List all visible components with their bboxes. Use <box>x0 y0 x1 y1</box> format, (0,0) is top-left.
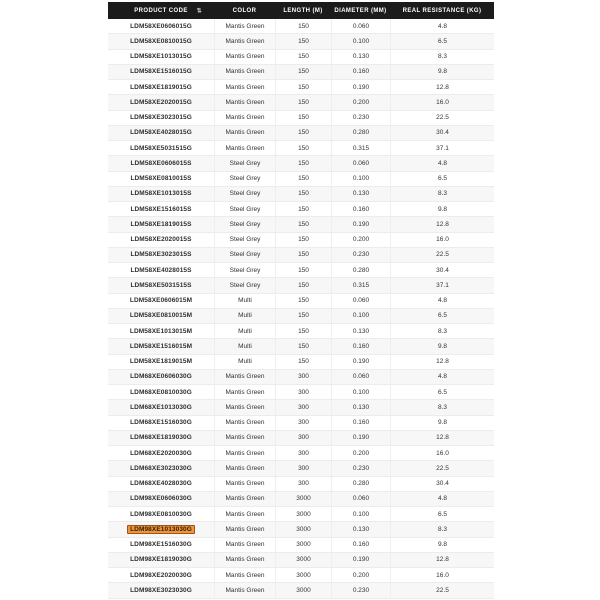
cell-product-code <box>108 50 214 64</box>
cell-product-code <box>108 172 214 186</box>
cell-product-code <box>108 507 214 521</box>
cell-product-code <box>108 111 214 125</box>
table-row <box>108 461 494 476</box>
cell-length: 3000 <box>275 492 331 506</box>
product-code-text: LDM68XE1819030G <box>130 434 192 442</box>
cell-color: Mantis Green <box>214 126 275 140</box>
product-code-text: LDM58XE4028015S <box>130 266 192 274</box>
cell-product-code <box>108 19 214 33</box>
cell-color: Steel Grey <box>214 263 275 277</box>
cell-diameter: 0.130 <box>331 400 390 414</box>
cell-color: Mantis Green <box>214 431 275 445</box>
cell-real-resistance: 30.4 <box>390 477 494 491</box>
column-header-diameter <box>331 2 390 19</box>
cell-diameter: 0.060 <box>331 492 390 506</box>
table-row <box>108 309 494 324</box>
cell-product-code <box>108 309 214 323</box>
cell-length: 150 <box>275 80 331 94</box>
product-code-text: LDM68XE2020030G <box>130 449 192 457</box>
product-code-text: LDM58XE4028015G <box>130 129 192 137</box>
cell-real-resistance: 8.3 <box>390 187 494 201</box>
product-code-text: LDM68XE4028030G <box>130 480 192 488</box>
product-spec-table <box>108 2 494 599</box>
cell-length: 150 <box>275 95 331 109</box>
product-code-text: LDM58XE5031515S <box>130 281 192 289</box>
cell-product-code <box>108 80 214 94</box>
cell-diameter: 0.190 <box>331 217 390 231</box>
cell-length: 150 <box>275 248 331 262</box>
cell-diameter: 0.200 <box>331 446 390 460</box>
cell-length: 300 <box>275 477 331 491</box>
table-row <box>108 278 494 293</box>
cell-real-resistance: 6.5 <box>390 309 494 323</box>
product-code-text: LDM58XE0810015M <box>129 312 193 320</box>
cell-diameter: 0.160 <box>331 416 390 430</box>
table-row <box>108 187 494 202</box>
cell-diameter: 0.230 <box>331 111 390 125</box>
cell-real-resistance: 9.8 <box>390 65 494 79</box>
cell-real-resistance: 4.8 <box>390 370 494 384</box>
table-row <box>108 80 494 95</box>
cell-product-code <box>108 278 214 292</box>
cell-length: 150 <box>275 324 331 338</box>
cell-diameter: 0.130 <box>331 522 390 536</box>
cell-real-resistance: 22.5 <box>390 248 494 262</box>
cell-color: Mantis Green <box>214 583 275 597</box>
table-row <box>108 248 494 263</box>
product-code-text: LDM58XE3023015G <box>130 114 192 122</box>
cell-color: Steel Grey <box>214 233 275 247</box>
product-code-text: LDM68XE1013030G <box>130 403 192 411</box>
product-code-text: LDM68XE1516030G <box>130 419 192 427</box>
cell-product-code <box>108 217 214 231</box>
cell-product-code <box>108 339 214 353</box>
cell-diameter: 0.190 <box>331 553 390 567</box>
cell-color: Mantis Green <box>214 492 275 506</box>
cell-length: 150 <box>275 339 331 353</box>
product-code-text: LDM58XE1819015S <box>130 220 192 228</box>
product-code-text: LDM98XE0810030G <box>130 510 192 518</box>
cell-diameter: 0.160 <box>331 65 390 79</box>
cell-length: 150 <box>275 172 331 186</box>
cell-length: 300 <box>275 400 331 414</box>
cell-product-code <box>108 324 214 338</box>
product-code-text: LDM58XE3023015S <box>130 251 192 259</box>
cell-real-resistance: 8.3 <box>390 522 494 536</box>
cell-diameter: 0.160 <box>331 339 390 353</box>
product-code-text: LDM58XE0810015G <box>130 37 192 45</box>
table-row <box>108 141 494 156</box>
cell-real-resistance: 6.5 <box>390 34 494 48</box>
product-code-text: LDM58XE1516015M <box>129 342 193 350</box>
table-row <box>108 126 494 141</box>
cell-real-resistance: 4.8 <box>390 492 494 506</box>
table-row <box>108 431 494 446</box>
cell-color: Steel Grey <box>214 278 275 292</box>
cell-real-resistance: 6.5 <box>390 507 494 521</box>
cell-color: Mantis Green <box>214 477 275 491</box>
product-code-text: LDM58XE1516015S <box>130 205 192 213</box>
cell-length: 150 <box>275 355 331 369</box>
table-row <box>108 324 494 339</box>
cell-length: 150 <box>275 263 331 277</box>
table-row <box>108 355 494 370</box>
cell-length: 150 <box>275 141 331 155</box>
cell-length: 150 <box>275 65 331 79</box>
column-header-real-resistance-label: REAL RESISTANCE (KG) <box>402 7 482 14</box>
table-row <box>108 19 494 34</box>
cell-length: 150 <box>275 202 331 216</box>
product-code-text: LDM58XE0606015M <box>129 297 193 305</box>
column-header-product-code-label: PRODUCT CODE <box>134 7 188 14</box>
table-row <box>108 385 494 400</box>
cell-diameter: 0.130 <box>331 324 390 338</box>
product-code-text: LDM98XE1819030G <box>130 556 192 564</box>
cell-length: 150 <box>275 19 331 33</box>
table-row <box>108 111 494 126</box>
cell-length: 150 <box>275 309 331 323</box>
cell-diameter: 0.190 <box>331 355 390 369</box>
table-row <box>108 50 494 65</box>
product-code-text: LDM58XE0606015G <box>130 22 192 30</box>
cell-diameter: 0.280 <box>331 263 390 277</box>
cell-diameter: 0.230 <box>331 248 390 262</box>
table-row <box>108 538 494 553</box>
product-code-text: LDM58XE1819015M <box>129 358 193 366</box>
cell-color: Mantis Green <box>214 19 275 33</box>
cell-color: Mantis Green <box>214 80 275 94</box>
table-row <box>108 34 494 49</box>
cell-real-resistance: 8.3 <box>390 324 494 338</box>
cell-product-code <box>108 568 214 582</box>
cell-real-resistance: 12.8 <box>390 80 494 94</box>
product-code-text: LDM58XE1013015G <box>130 53 192 61</box>
table-row <box>108 217 494 232</box>
cell-length: 3000 <box>275 583 331 597</box>
cell-real-resistance: 9.8 <box>390 339 494 353</box>
cell-length: 300 <box>275 446 331 460</box>
cell-real-resistance: 30.4 <box>390 263 494 277</box>
cell-diameter: 0.315 <box>331 278 390 292</box>
table-row <box>108 263 494 278</box>
cell-product-code <box>108 202 214 216</box>
column-header-diameter-label: DIAMETER (MM) <box>334 7 387 14</box>
cell-product-code <box>108 461 214 475</box>
table-row <box>108 339 494 354</box>
cell-product-code <box>108 492 214 506</box>
cell-diameter: 0.190 <box>331 80 390 94</box>
column-header-length-label: LENGTH (M) <box>283 7 323 14</box>
cell-color: Mantis Green <box>214 111 275 125</box>
cell-real-resistance: 16.0 <box>390 568 494 582</box>
cell-diameter: 0.200 <box>331 233 390 247</box>
cell-real-resistance: 37.1 <box>390 278 494 292</box>
cell-color: Steel Grey <box>214 172 275 186</box>
product-code-text: LDM58XE0606015S <box>130 159 192 167</box>
cell-product-code <box>108 385 214 399</box>
cell-product-code <box>108 34 214 48</box>
cell-length: 300 <box>275 385 331 399</box>
cell-diameter: 0.230 <box>331 461 390 475</box>
cell-real-resistance: 9.8 <box>390 416 494 430</box>
cell-color: Mantis Green <box>214 553 275 567</box>
table-row <box>108 477 494 492</box>
cell-diameter: 0.190 <box>331 431 390 445</box>
cell-diameter: 0.160 <box>331 538 390 552</box>
cell-real-resistance: 9.8 <box>390 538 494 552</box>
cell-length: 150 <box>275 50 331 64</box>
cell-length: 3000 <box>275 568 331 582</box>
cell-color: Mantis Green <box>214 34 275 48</box>
cell-color: Multi <box>214 309 275 323</box>
cell-color: Steel Grey <box>214 156 275 170</box>
cell-product-code <box>108 446 214 460</box>
cell-color: Mantis Green <box>214 95 275 109</box>
cell-real-resistance: 16.0 <box>390 233 494 247</box>
table-row <box>108 568 494 583</box>
product-code-text: LDM58XE0810015S <box>130 175 192 183</box>
cell-color: Steel Grey <box>214 187 275 201</box>
cell-color: Mantis Green <box>214 416 275 430</box>
cell-real-resistance: 6.5 <box>390 172 494 186</box>
cell-product-code <box>108 141 214 155</box>
table-row <box>108 492 494 507</box>
cell-color: Mantis Green <box>214 568 275 582</box>
cell-diameter: 0.100 <box>331 309 390 323</box>
cell-length: 300 <box>275 416 331 430</box>
cell-length: 300 <box>275 431 331 445</box>
cell-color: Steel Grey <box>214 202 275 216</box>
cell-color: Mantis Green <box>214 385 275 399</box>
cell-color: Steel Grey <box>214 217 275 231</box>
cell-product-code <box>108 263 214 277</box>
cell-real-resistance: 22.5 <box>390 461 494 475</box>
cell-color: Multi <box>214 324 275 338</box>
table-row <box>108 294 494 309</box>
cell-diameter: 0.200 <box>331 95 390 109</box>
cell-diameter: 0.100 <box>331 172 390 186</box>
table-row <box>108 172 494 187</box>
cell-real-resistance: 12.8 <box>390 553 494 567</box>
cell-diameter: 0.130 <box>331 187 390 201</box>
product-code-text: LDM98XE1516030G <box>130 541 192 549</box>
cell-diameter: 0.060 <box>331 294 390 308</box>
table-body <box>108 19 494 599</box>
cell-length: 150 <box>275 294 331 308</box>
cell-real-resistance: 8.3 <box>390 400 494 414</box>
cell-diameter: 0.060 <box>331 370 390 384</box>
cell-color: Mantis Green <box>214 141 275 155</box>
cell-length: 3000 <box>275 553 331 567</box>
product-code-text: LDM58XE1013015S <box>130 190 192 198</box>
table-header-row <box>108 2 494 19</box>
table-row <box>108 65 494 80</box>
cell-real-resistance: 16.0 <box>390 446 494 460</box>
cell-real-resistance: 12.8 <box>390 217 494 231</box>
cell-real-resistance: 4.8 <box>390 156 494 170</box>
table-row <box>108 446 494 461</box>
table-row <box>108 156 494 171</box>
cell-product-code <box>108 95 214 109</box>
cell-color: Mantis Green <box>214 522 275 536</box>
cell-color: Multi <box>214 355 275 369</box>
cell-length: 3000 <box>275 538 331 552</box>
cell-diameter: 0.100 <box>331 34 390 48</box>
cell-real-resistance: 16.0 <box>390 95 494 109</box>
cell-length: 150 <box>275 34 331 48</box>
cell-diameter: 0.100 <box>331 385 390 399</box>
sort-icon[interactable]: ⇅ <box>196 8 202 14</box>
cell-diameter: 0.280 <box>331 126 390 140</box>
product-code-text: LDM98XE0606030G <box>130 495 192 503</box>
table-row <box>108 416 494 431</box>
cell-length: 150 <box>275 156 331 170</box>
product-code-text: LDM58XE5031515G <box>130 144 192 152</box>
cell-real-resistance: 30.4 <box>390 126 494 140</box>
column-header-product-code[interactable] <box>108 2 214 19</box>
cell-length: 300 <box>275 461 331 475</box>
product-code-text: LDM98XE1013030G <box>127 525 195 534</box>
cell-color: Mantis Green <box>214 400 275 414</box>
cell-product-code <box>108 583 214 597</box>
product-code-text: LDM58XE2020015S <box>130 236 192 244</box>
cell-diameter: 0.200 <box>331 568 390 582</box>
cell-product-code <box>108 553 214 567</box>
cell-color: Steel Grey <box>214 248 275 262</box>
product-code-text: LDM68XE0606030G <box>130 373 192 381</box>
cell-diameter: 0.060 <box>331 156 390 170</box>
cell-product-code <box>108 187 214 201</box>
cell-product-code <box>108 355 214 369</box>
cell-color: Mantis Green <box>214 507 275 521</box>
cell-color: Mantis Green <box>214 65 275 79</box>
cell-color: Mantis Green <box>214 461 275 475</box>
cell-real-resistance: 37.1 <box>390 141 494 155</box>
cell-real-resistance: 4.8 <box>390 294 494 308</box>
cell-diameter: 0.060 <box>331 19 390 33</box>
cell-product-code <box>108 156 214 170</box>
product-code-text: LDM68XE0810030G <box>130 388 192 396</box>
product-code-text: LDM98XE2020030G <box>130 571 192 579</box>
cell-color: Multi <box>214 339 275 353</box>
cell-diameter: 0.130 <box>331 50 390 64</box>
column-header-real-resistance <box>390 2 494 19</box>
cell-product-code <box>108 400 214 414</box>
table-row <box>108 583 494 598</box>
cell-length: 150 <box>275 217 331 231</box>
table-row <box>108 400 494 415</box>
cell-real-resistance: 12.8 <box>390 355 494 369</box>
cell-product-code <box>108 126 214 140</box>
cell-diameter: 0.230 <box>331 583 390 597</box>
cell-product-code <box>108 233 214 247</box>
cell-color: Mantis Green <box>214 446 275 460</box>
cell-color: Mantis Green <box>214 538 275 552</box>
cell-real-resistance: 6.5 <box>390 385 494 399</box>
table-row <box>108 370 494 385</box>
table-row <box>108 553 494 568</box>
product-code-text: LDM98XE3023030G <box>130 586 192 594</box>
cell-product-code <box>108 477 214 491</box>
cell-color: Mantis Green <box>214 370 275 384</box>
product-code-text: LDM58XE1516015G <box>130 68 192 76</box>
cell-color: Mantis Green <box>214 50 275 64</box>
column-header-length <box>275 2 331 19</box>
cell-real-resistance: 12.8 <box>390 431 494 445</box>
table-row <box>108 507 494 522</box>
cell-length: 300 <box>275 370 331 384</box>
table-row <box>108 202 494 217</box>
cell-real-resistance: 4.8 <box>390 19 494 33</box>
cell-length: 3000 <box>275 522 331 536</box>
cell-real-resistance: 22.5 <box>390 111 494 125</box>
cell-length: 150 <box>275 278 331 292</box>
cell-length: 150 <box>275 233 331 247</box>
cell-real-resistance: 22.5 <box>390 583 494 597</box>
cell-color: Multi <box>214 294 275 308</box>
cell-diameter: 0.100 <box>331 507 390 521</box>
cell-product-code <box>108 370 214 384</box>
table-row <box>108 95 494 110</box>
cell-product-code <box>108 294 214 308</box>
cell-product-code <box>108 538 214 552</box>
cell-length: 150 <box>275 126 331 140</box>
cell-real-resistance: 9.8 <box>390 202 494 216</box>
cell-real-resistance: 8.3 <box>390 50 494 64</box>
cell-product-code <box>108 522 214 536</box>
cell-diameter: 0.280 <box>331 477 390 491</box>
cell-length: 150 <box>275 111 331 125</box>
cell-length: 3000 <box>275 507 331 521</box>
product-code-text: LDM68XE3023030G <box>130 464 192 472</box>
cell-length: 150 <box>275 187 331 201</box>
product-code-text: LDM58XE1819015G <box>130 83 192 91</box>
column-header-color-label: COLOR <box>232 7 257 14</box>
product-code-text: LDM58XE1013015M <box>129 327 193 335</box>
cell-product-code <box>108 65 214 79</box>
table-row-highlighted <box>108 522 494 537</box>
product-code-text: LDM58XE2020015G <box>130 98 192 106</box>
cell-diameter: 0.315 <box>331 141 390 155</box>
cell-product-code <box>108 416 214 430</box>
cell-product-code <box>108 248 214 262</box>
cell-diameter: 0.160 <box>331 202 390 216</box>
cell-product-code <box>108 431 214 445</box>
table-row <box>108 233 494 248</box>
column-header-color <box>214 2 275 19</box>
